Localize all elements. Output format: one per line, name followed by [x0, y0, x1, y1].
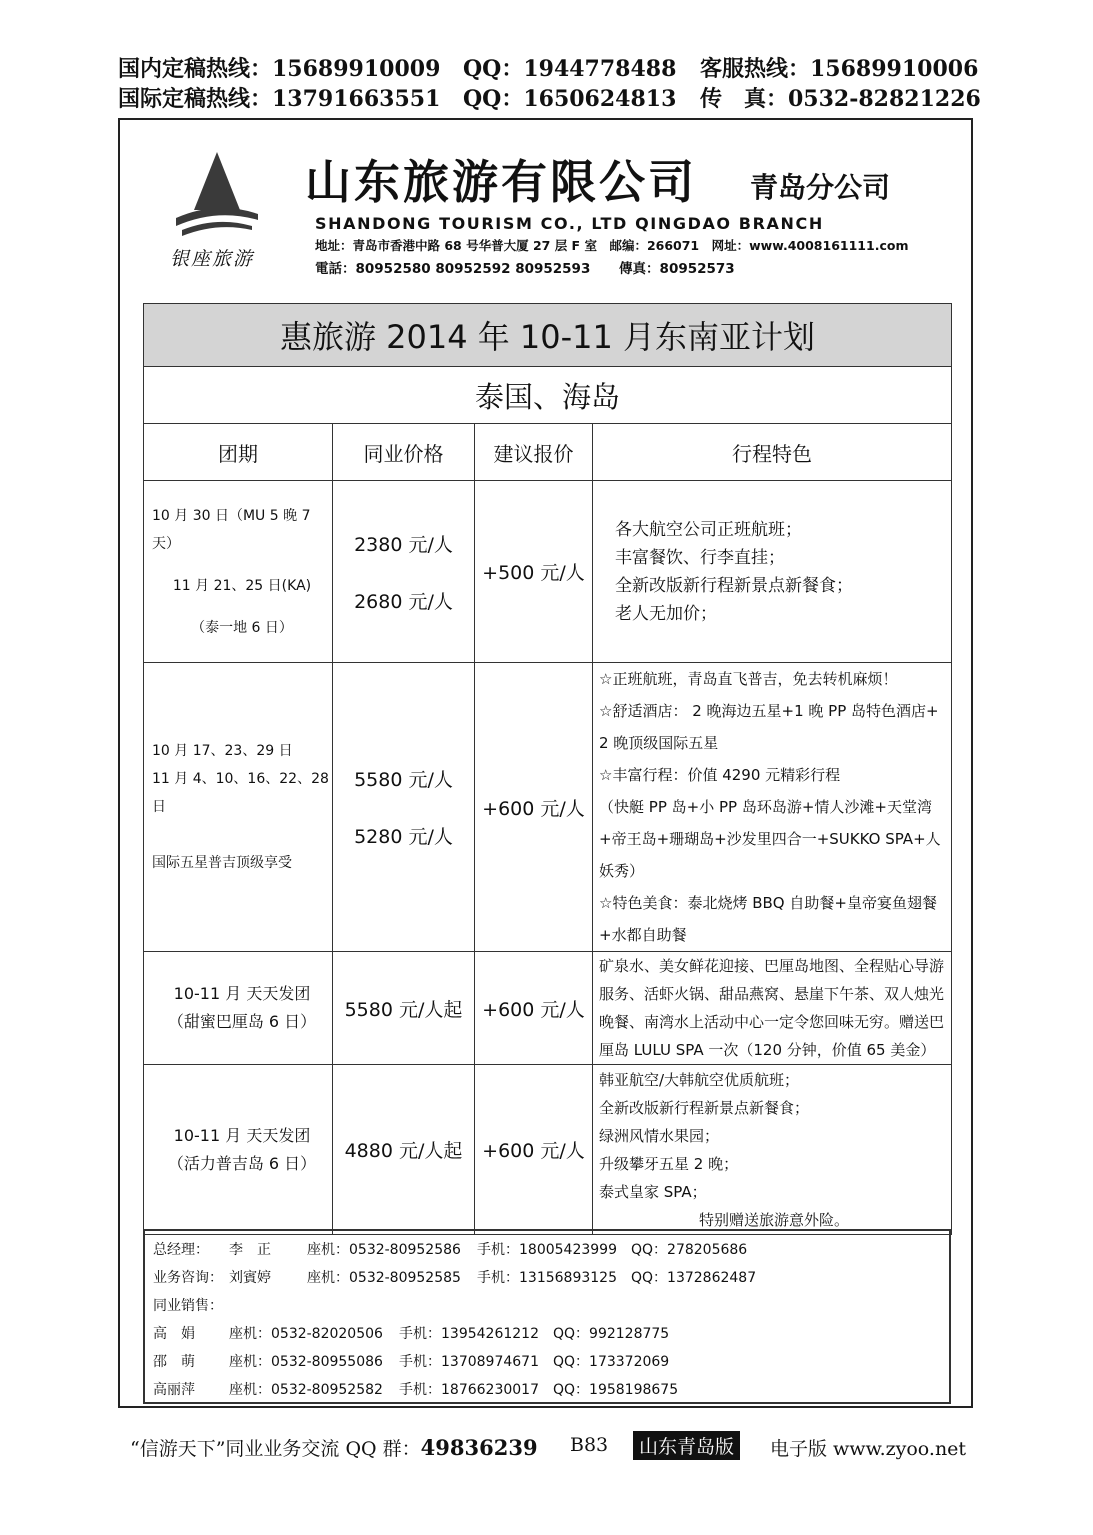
footer-slogan	[130, 1434, 538, 1461]
feature-line: 全新改版新行程新景点新餐食；	[615, 575, 853, 596]
suggested-price: +600 元/人	[475, 952, 593, 1065]
tour-plan-table	[143, 303, 952, 1235]
contact-landline: 座机：0532-80955086	[229, 1354, 383, 1370]
contact-role: 总经理：	[153, 1242, 209, 1258]
contact-name: 刘賓婷	[229, 1270, 271, 1286]
price-value: 5280 元/人	[354, 826, 453, 848]
feature-line: 全新改版新行程新景点新餐食；	[599, 1098, 810, 1117]
plan-subtitle: 泰国、海岛	[144, 367, 952, 424]
feature-line: ☆特色美食：泰北烧烤 BBQ 自助餐+皇帝宴鱼翅餐+水都自助餐	[599, 894, 937, 944]
header-trade-price: 同业价格	[333, 424, 475, 481]
suggested-price: +500 元/人	[475, 481, 593, 663]
tour-dates	[144, 952, 333, 1065]
date-line: 11 月 21、25 日(KA)	[172, 577, 312, 594]
domestic-qq: QQ：1944778488	[463, 56, 677, 82]
tour-features	[593, 952, 952, 1065]
contact-name: 邵 萌	[153, 1354, 195, 1370]
table-row	[144, 1065, 952, 1235]
tour-features	[593, 1065, 952, 1235]
table-row	[144, 481, 952, 663]
tour-features	[593, 481, 952, 663]
contact-name: 李 正	[229, 1242, 271, 1258]
contact-role: 业务咨询：	[153, 1270, 223, 1286]
contact-qq: QQ：278205686	[631, 1242, 748, 1258]
tour-dates	[144, 481, 333, 663]
feature-line: 丰富餐饮、行李直挂；	[615, 547, 785, 568]
domestic-hotline: 国内定稿热线：15689910009	[118, 56, 441, 82]
contact-landline: 座机：0532-80952586	[307, 1242, 461, 1258]
date-line: （泰一地 6 日）	[191, 619, 293, 636]
feature-line: 韩亚航空/大韩航空优质航班；	[599, 1070, 800, 1089]
contact-mobile: 手机：13156893125	[477, 1270, 617, 1286]
footer-slogan-text: “信游天下”同业业务交流 QQ 群：	[130, 1438, 421, 1460]
date-line: （活力普吉岛 6 日）	[167, 1153, 317, 1173]
feature-line: ☆舒适酒店： 2 晚海边五星+1 晚 PP 岛特色酒店+ 2 晚顶级国际五星	[599, 702, 939, 752]
trade-prices	[333, 481, 475, 663]
feature-line: 特别赠送旅游意外险。	[699, 1210, 850, 1229]
suggested-price: +600 元/人	[475, 663, 593, 952]
plan-title: 惠旅游 2014 年 10-11 月东南亚计划	[144, 304, 952, 367]
price-value: 2680 元/人	[354, 590, 453, 613]
price-value: 4880 元/人起	[344, 1140, 463, 1162]
trade-prices	[333, 952, 475, 1065]
table-row	[144, 952, 952, 1065]
contact-qq: QQ：173372069	[553, 1354, 670, 1370]
feature-line: 升级攀牙五星 2 晚；	[599, 1154, 739, 1173]
date-line: 国际五星普吉顶级享受	[152, 855, 292, 871]
logo-text: 银座旅游	[170, 248, 255, 270]
sail-logo-icon	[172, 148, 262, 238]
contact-qq: QQ：1958198675	[553, 1382, 679, 1398]
company-branch: 青岛分公司	[750, 171, 891, 204]
price-value: 5580 元/人起	[344, 998, 463, 1021]
company-address: 地址：青岛市香港中路 68 号华普大厦 27 层 F 室 邮编：266071 网址：www.4008161111.com	[315, 238, 909, 253]
header-dates: 团期	[144, 424, 333, 481]
international-hotline: 国际定稿热线：13791663551	[118, 86, 441, 112]
contact-name: 高丽萍	[153, 1382, 195, 1398]
fax-number: 傳真：80952573	[619, 261, 735, 277]
contact-mobile: 手机：18005423999	[477, 1242, 617, 1258]
contact-box	[143, 1229, 951, 1404]
feature-line: 老人无加价；	[615, 603, 717, 624]
sales-label: 同业销售：	[153, 1298, 223, 1314]
date-line: 10 月 30 日（MU 5 晚 7 天）	[152, 507, 311, 552]
phone-numbers: 電話：80952580 80952592 80952593	[315, 261, 591, 277]
date-line: 10 月 17、23、29 日	[152, 743, 293, 759]
table-header	[144, 424, 952, 481]
feature-line: 泰式皇家 SPA；	[599, 1182, 707, 1201]
contact-mobile: 手机：13954261212	[399, 1326, 539, 1342]
footer-page-number: B83	[570, 1434, 609, 1456]
feature-line: 绿洲风情水果园；	[599, 1126, 720, 1145]
date-line: （甜蜜巴厘岛 6 日）	[167, 1012, 317, 1031]
contact-mobile: 手机：18766230017	[399, 1382, 539, 1398]
date-line: 11 月 4、10、16、22、28 日	[152, 771, 329, 815]
feature-line: 矿泉水、美女鲜花迎接、巴厘岛地图、全程贴心导游服务、活虾火锅、甜品燕窝、悬崖下午茶、双人烛光晚餐、南湾水上活动中心一定令您回味无穷。赠送巴厘岛 LULU SPA 一次（120 分钟，价值 65 美金）	[599, 957, 945, 1059]
footer-website[interactable]: 电子版 www.zyoo.net	[770, 1438, 967, 1460]
fax-hotline: 传 真：0532-82821226	[700, 86, 981, 112]
feature-line: 各大航空公司正班航班；	[615, 519, 802, 540]
feature-line: ☆正班航班，青岛直飞普吉，免去转机麻烦！	[599, 670, 898, 688]
footer-qq-group: 49836239	[420, 1435, 538, 1460]
date-line: 10-11 月 天天发团	[173, 984, 311, 1003]
header-suggested-price: 建议报价	[475, 424, 593, 481]
company-phones	[315, 257, 759, 277]
contact-landline: 座机：0532-82020506	[229, 1326, 383, 1342]
tour-dates	[144, 1065, 333, 1235]
company-name: 山东旅游有限公司	[305, 155, 697, 209]
service-hotline: 客服热线：15689910006	[700, 56, 979, 82]
international-qq: QQ：1650624813	[463, 86, 677, 112]
contact-name: 高 娟	[153, 1326, 195, 1342]
footer-edition-badge: 山东青岛版	[633, 1431, 740, 1460]
feature-line: ☆丰富行程：价值 4290 元精彩行程	[599, 766, 841, 784]
contact-landline: 座机：0532-80952585	[307, 1270, 461, 1286]
contact-mobile: 手机：13708974671	[399, 1354, 539, 1370]
tour-dates	[144, 663, 333, 952]
table-row	[144, 663, 952, 952]
feature-line: （快艇 PP 岛+小 PP 岛环岛游+情人沙滩+天堂湾+帝王岛+珊瑚岛+沙发里四合一+SUKKO SPA+人妖秀）	[599, 798, 941, 880]
tour-features	[593, 663, 952, 952]
company-name-en: SHANDONG TOURISM CO., LTD QINGDAO BRANCH	[315, 214, 824, 233]
contact-qq: QQ：992128775	[553, 1326, 670, 1342]
contact-qq: QQ：1372862487	[631, 1270, 757, 1286]
price-value: 2380 元/人	[354, 533, 453, 556]
suggested-price: +600 元/人	[475, 1065, 593, 1235]
date-line: 10-11 月 天天发团	[173, 1125, 311, 1145]
trade-prices	[333, 1065, 475, 1235]
trade-prices	[333, 663, 475, 952]
price-value: 5580 元/人	[354, 769, 453, 791]
header-features: 行程特色	[593, 424, 952, 481]
contact-landline: 座机：0532-80952582	[229, 1382, 383, 1398]
